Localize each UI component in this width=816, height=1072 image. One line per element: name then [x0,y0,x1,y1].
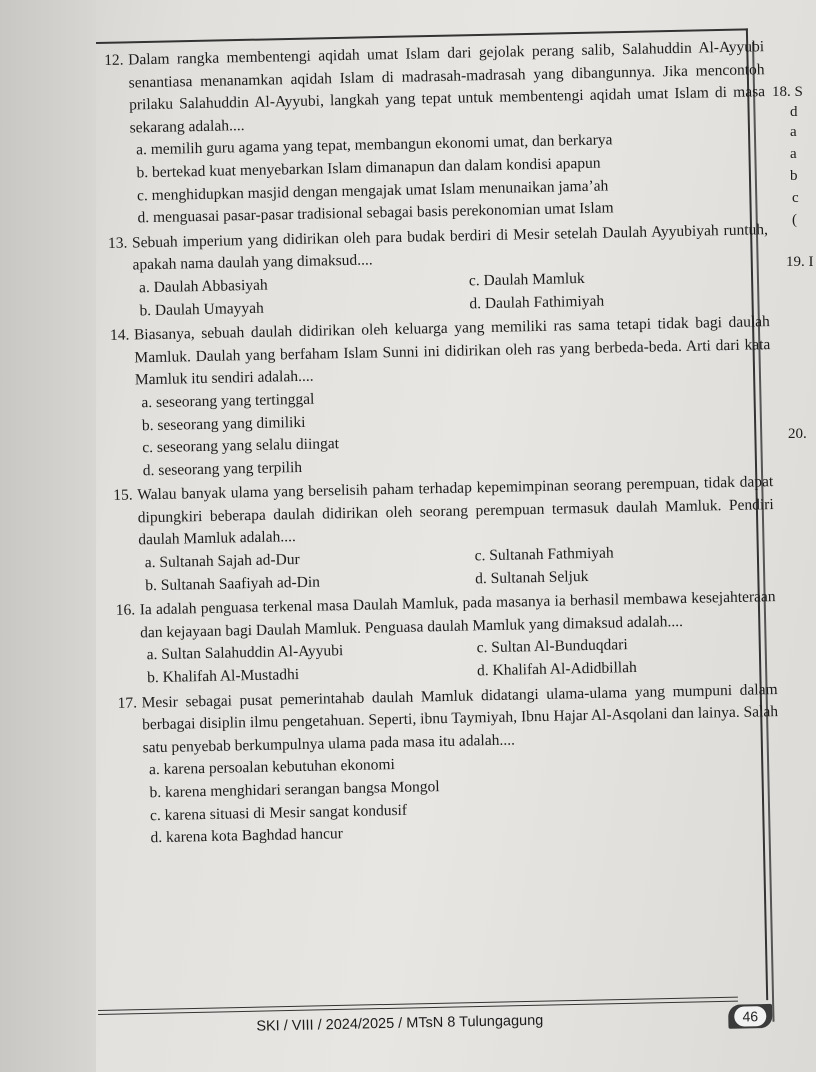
question-text: Ia adalah penguasa terkenal masa Daulah Mamluk, pada masanya ia berhasil membawa kesejahteraan dan kejayaan bagi Daulah Mamluk. Penguasa daulah Mamluk yang dimaksud adalah.... [139,588,776,642]
option-c: c. karena situasi di Mesir sangat kondusif [149,801,408,824]
question-17 [117,679,780,851]
question-text: Mesir sebagai pusat pemerintahab daulah Mamluk didatangi ulama-ulama yang mumpuni dalam berbagai disiplin ilmu pengetahuan. Seperti, ibnu Taymiyah, Ibnu Hajar Al-Asqolani dan lainya. Salah satu penyebab berkumpulnya ulama pada masa itu adalah.... [141,680,779,757]
question-number: 13. [107,234,128,252]
question-14 [110,311,773,483]
option-b: b. seseorang yang dimiliki [141,413,306,434]
option-b: b. Khalifah Al-Mustadhi [146,666,300,687]
side-fragment: 18. S [772,84,803,100]
option-a: a. Sultan Salahuddin Al-Ayyubi [146,642,344,664]
question-text: Sebuah imperium yang didirikan oleh para budak berdiri di Mesir setelah Daulah Ayyubiyah runtuh, apakah nama daulah yang dimaksud.... [131,220,769,274]
page-number: 46 [734,1006,766,1027]
option-b: b. Sultanah Saafiyah ad-Din [145,573,321,594]
side-fragment: a [790,146,797,162]
side-fragment: c [792,190,799,206]
question-15 [113,471,775,598]
question-text: Dalam rangka membentengi aqidah umat Islam dari gejolak perang salib, Salahuddin Al-Ayyubi senantiasa menanamkan aqidah Islam di madrasah-madrasah yang dibangunnya. Jika mencontoh prilaku Salahuddin Al-Ayyubi, langkah yang tepat untuk membentengi aqidah umat Islam di masa sekarang adalah.... [128,38,766,137]
side-fragment: ( [792,212,797,228]
option-d: d. Daulah Fathimiyah [469,292,605,312]
option-c: c. Sultan Al-Bunduqdari [476,636,628,657]
question-number: 12. [104,51,124,69]
question-12 [104,36,768,231]
option-b: b. bertekad kuat menyebarkan Islam dimanapun dan dalam kondisi apapun [136,154,601,182]
option-d: d. seseorang yang terpilih [142,458,303,479]
question-number: 16. [115,601,136,620]
option-b: b. Daulah Umayyah [139,299,265,319]
side-fragment: 20. [788,426,807,442]
side-fragment: 19. I [786,254,814,270]
question-16 [116,586,778,690]
side-fragment: b [790,168,798,184]
option-d: d. Sultanah Seljuk [474,567,589,587]
question-list [104,36,781,852]
footer-text: SKI / VIII / 2024/2025 / MTsN 8 Tulungagung [256,1012,544,1035]
page-margin [0,0,96,1072]
question-13 [108,219,770,323]
option-b: b. karena menghidari serangan bangsa Mongol [149,778,440,802]
option-a: a. seseorang yang tertinggal [141,390,315,412]
option-c: c. seseorang yang selalu diingat [142,435,340,457]
side-fragment: a [790,124,797,140]
question-text: Walau banyak ulama yang berselisih paham terhadap kepemimpinan seorang perempuan, tidak dapat dipungkiri beberapa daulah didirikan oleh seorang perempuan termasuk daulah Mamluk. Pendiri daulah Mamluk adalah.... [137,473,774,549]
option-d: d. menguasai pasar-pasar tradisional sebagai basis perekonomian umat Islam [137,199,614,227]
option-a: a. karena persoalan kebutuhan ekonomi [148,756,395,779]
option-c: c. Sultanah Fathmiyah [474,544,614,565]
option-c: c. Daulah Mamluk [468,269,585,290]
question-number: 17. [117,694,138,712]
question-number: 15. [113,486,133,505]
question-number: 14. [109,326,130,345]
option-c: c. menghidupkan masjid dengan mengajak umat Islam menunaikan jama’ah [136,177,609,204]
page-number-badge [728,1004,772,1029]
option-d: d. karena kota Baghdad hancur [150,825,344,847]
question-text: Biasanya, sebuah daulah didirikan oleh keluarga yang memiliki ras sama tetapi tidak bagi daulah Mamluk. Daulah yang berfaham Islam Sunni ini didirikan oleh ras yang berbeda-beda. Arti dari kata Mamluk itu sendiri adalah.... [133,313,771,389]
option-a: a. Sultanah Sajah ad-Dur [144,551,300,572]
side-fragment: d [790,104,798,120]
option-a: a. memilih guru agama yang tepat, membangun ekonomi umat, dan berkarya [135,131,613,159]
option-d: d. Khalifah Al-Adidbillah [476,659,637,680]
option-a: a. Daulah Abbasiyah [138,276,268,297]
